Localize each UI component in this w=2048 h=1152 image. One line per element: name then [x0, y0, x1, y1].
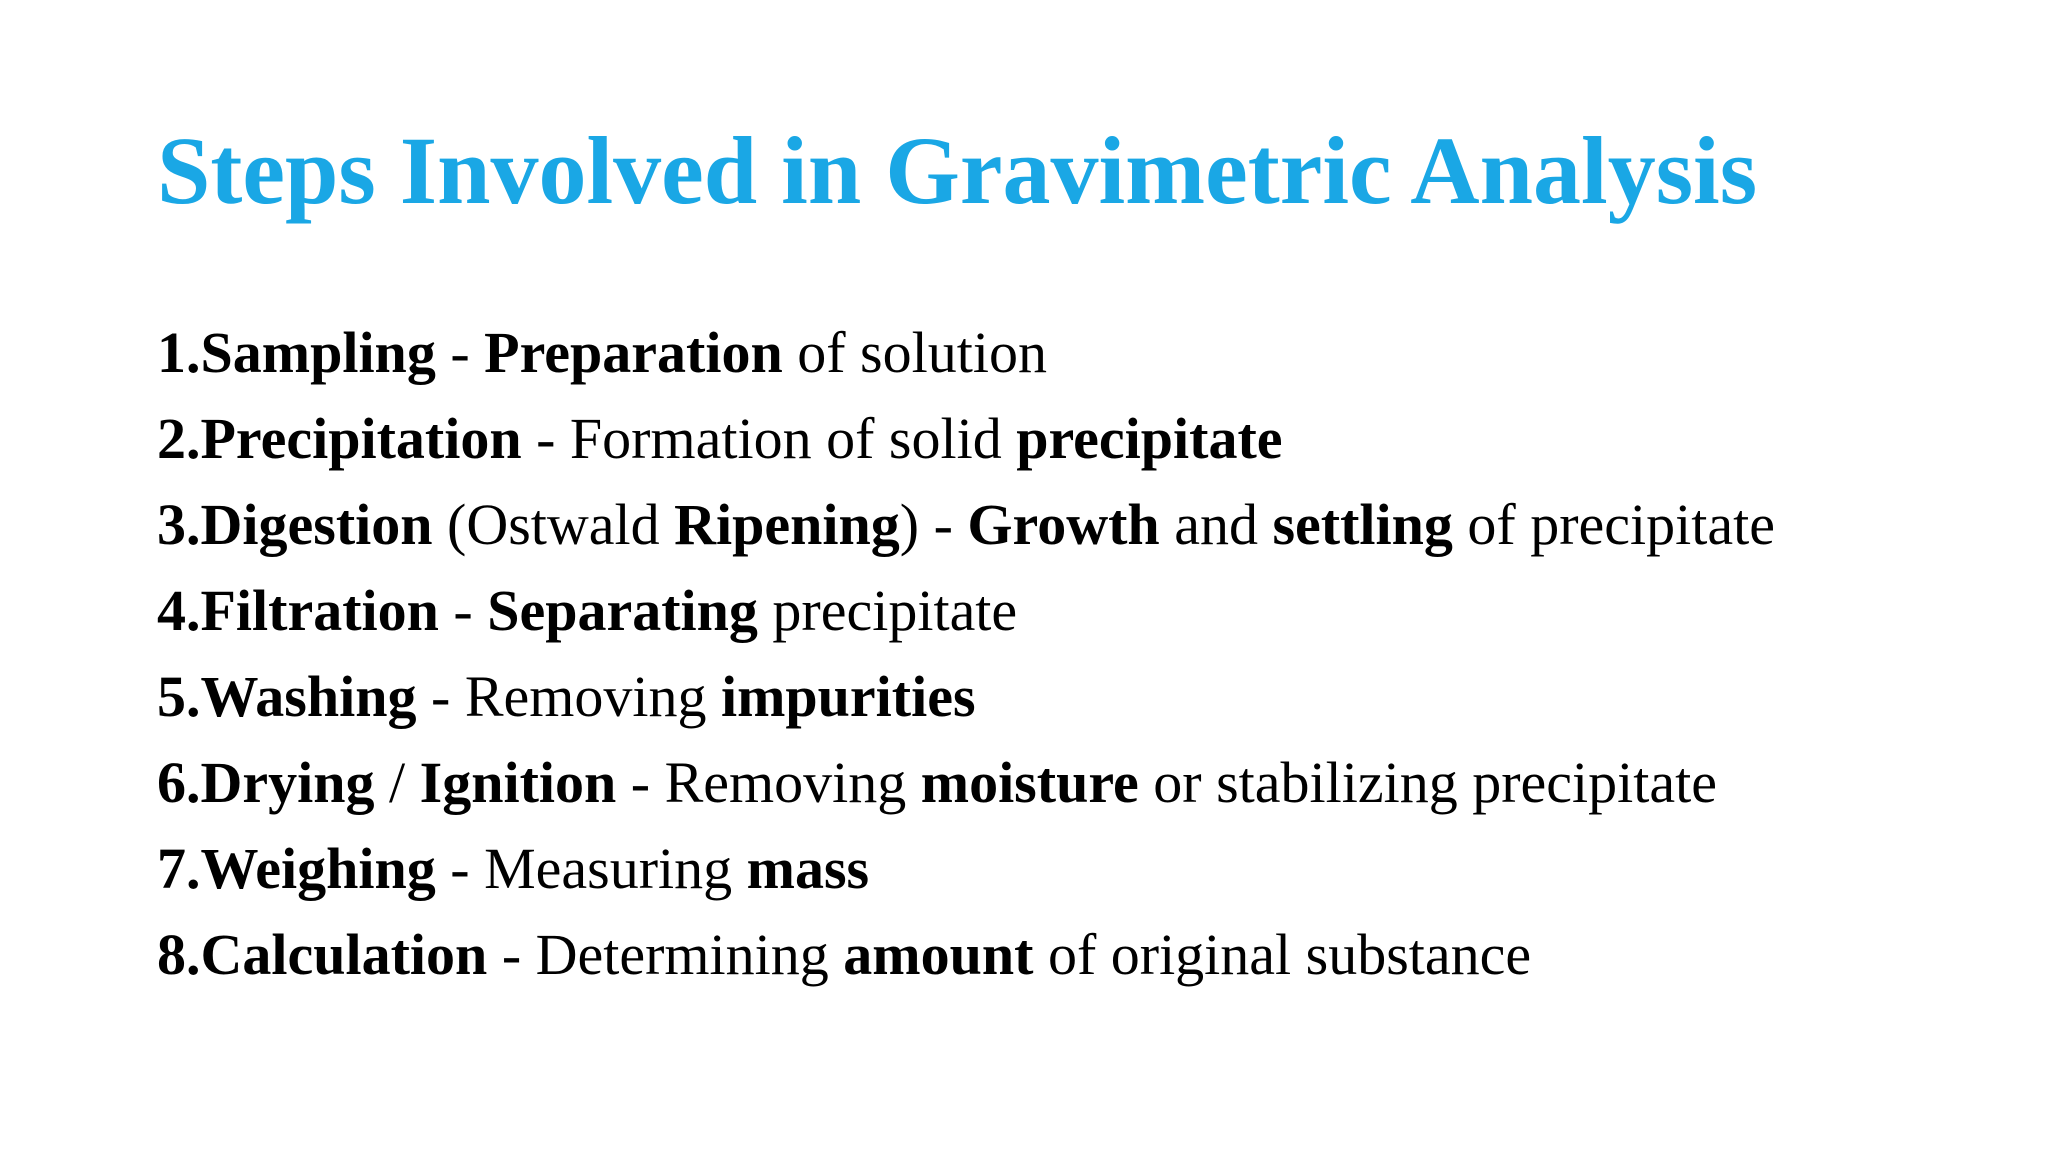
step-bold-text: Growth: [967, 492, 1160, 557]
step-text: - Determining: [487, 922, 844, 987]
step-text: (Ostwald: [432, 492, 675, 557]
step-text: - Measuring: [435, 836, 747, 901]
step-item-3: [157, 482, 1775, 568]
step-item-4: [157, 568, 1775, 654]
step-item-7: [157, 826, 1775, 912]
step-bold-text: moisture: [920, 750, 1139, 815]
step-bold-text: Preparation: [484, 320, 783, 385]
step-text: -: [438, 578, 488, 643]
step-text: precipitate: [757, 578, 1018, 643]
step-bold-text: Ignition: [419, 750, 617, 815]
step-bold-text: Separating: [487, 578, 758, 643]
step-bold-text: 1.Sampling: [157, 320, 436, 385]
step-item-1: [157, 310, 1775, 396]
step-text: or stabilizing precipitate: [1138, 750, 1717, 815]
step-item-6: [157, 740, 1775, 826]
step-text: -: [435, 320, 485, 385]
steps-list: [157, 310, 1775, 998]
step-item-5: [157, 654, 1775, 740]
step-text: of precipitate: [1452, 492, 1775, 557]
step-bold-text: settling: [1272, 492, 1453, 557]
step-bold-text: 4.Filtration: [157, 578, 439, 643]
step-bold-text: precipitate: [1016, 406, 1283, 471]
step-text: of solution: [782, 320, 1047, 385]
slide-title: Steps Involved in Gravimetric Analysis: [157, 117, 1758, 224]
step-text: of original substance: [1033, 922, 1532, 987]
step-bold-text: 6.Drying: [157, 750, 375, 815]
step-bold-text: Ripening: [674, 492, 900, 557]
step-text: - Formation of solid: [521, 406, 1017, 471]
step-text: - Removing: [616, 750, 921, 815]
step-text: /: [374, 750, 420, 815]
step-bold-text: 7.Weighing: [157, 836, 436, 901]
step-text: ) -: [899, 492, 968, 557]
step-text: and: [1159, 492, 1273, 557]
step-item-2: [157, 396, 1775, 482]
step-bold-text: 8.Calculation: [157, 922, 488, 987]
step-bold-text: amount: [843, 922, 1034, 987]
step-bold-text: mass: [746, 836, 870, 901]
step-bold-text: 5.Washing: [157, 664, 417, 729]
step-bold-text: impurities: [720, 664, 976, 729]
step-item-8: [157, 912, 1775, 998]
step-bold-text: 2.Precipitation: [157, 406, 522, 471]
step-bold-text: 3.Digestion: [157, 492, 433, 557]
step-text: - Removing: [416, 664, 721, 729]
